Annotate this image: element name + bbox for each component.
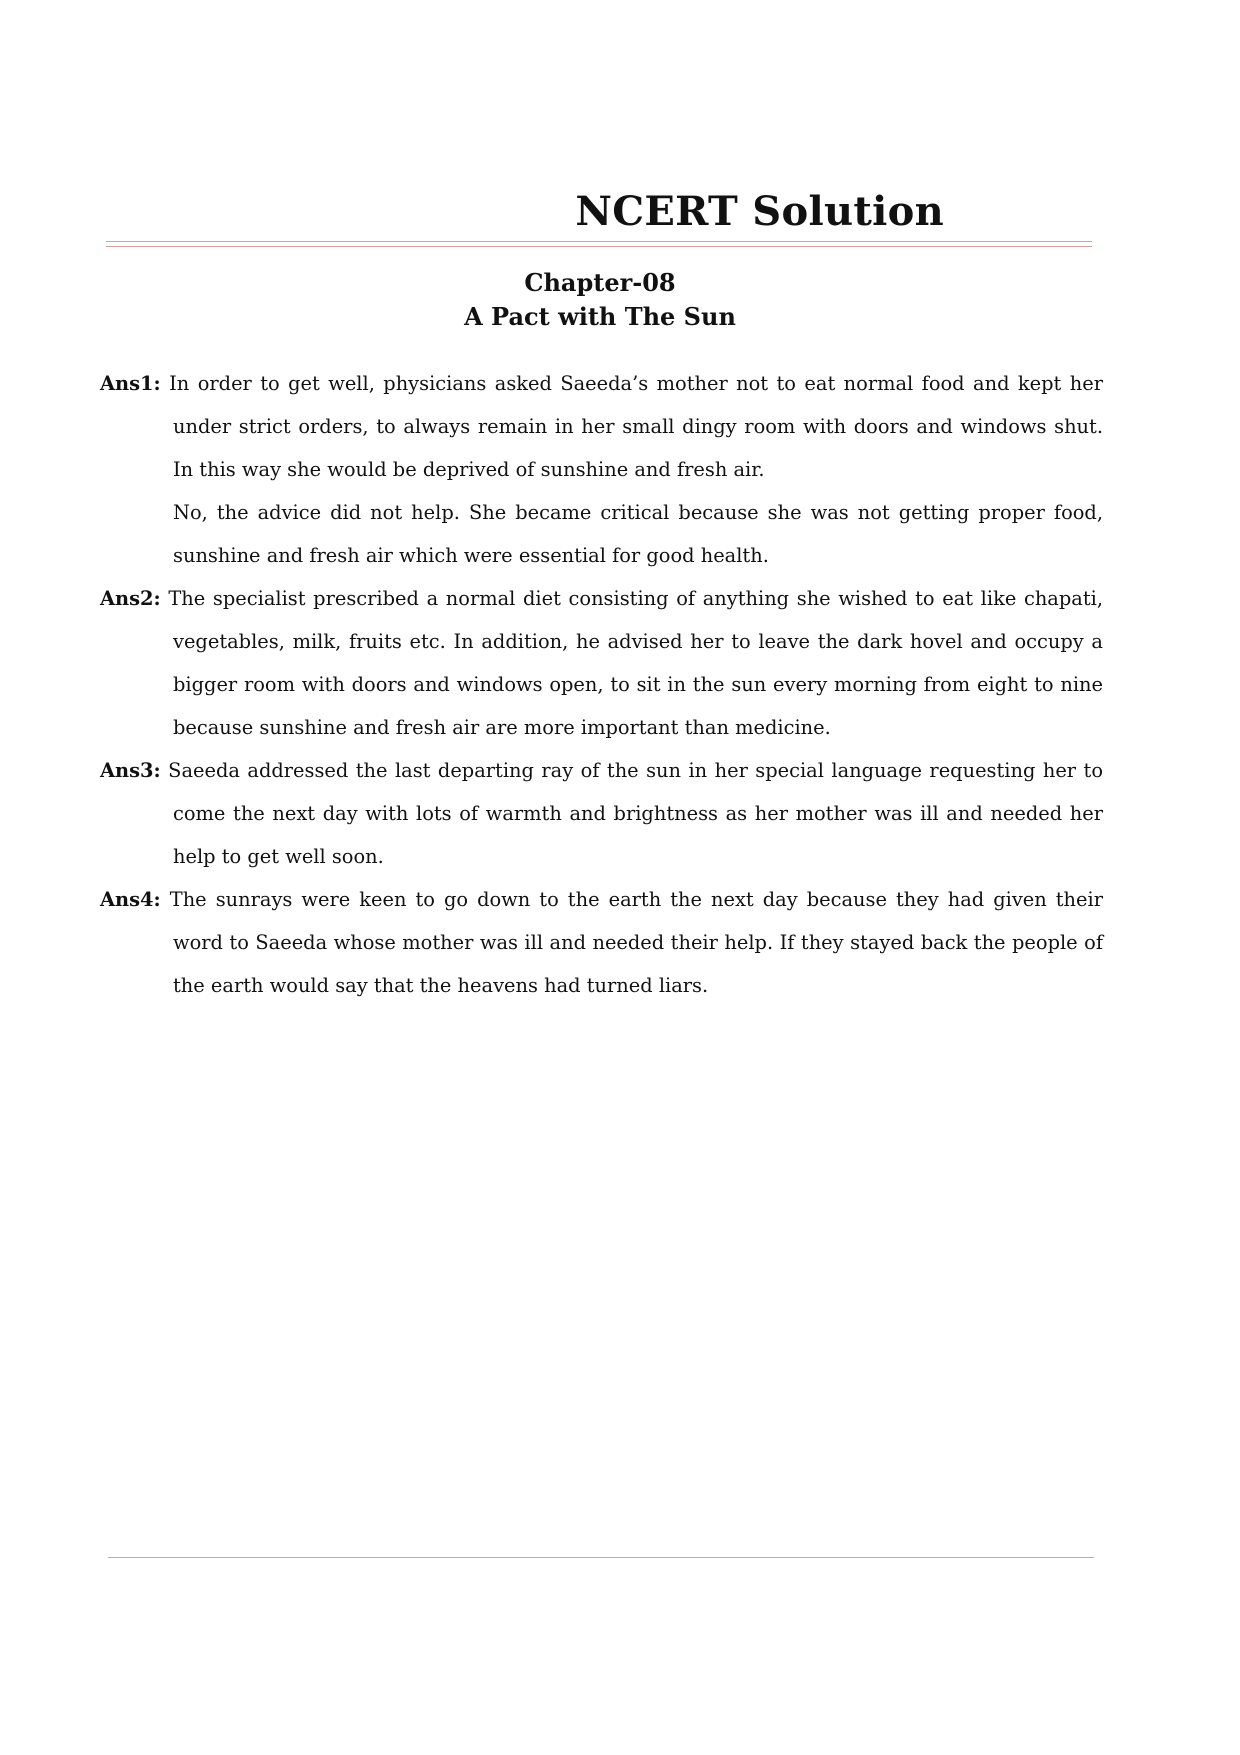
answer-1-continuation: No, the advice did not help. She became critical because she was not getting proper food, sunshine and fresh air which were essential for good health.: [173, 501, 1103, 567]
chapter-number: Chapter-08: [524, 268, 676, 297]
answer-3: [100, 749, 1103, 878]
answer-text: The specialist prescribed a normal diet consisting of anything she wished to eat like chapati, vegetables, milk, fruits etc. In addition, he advised her to leave the dark hovel and occupy a bigger room with doors and windows open, to sit in the sun every morning from eight to nine because sunshine and fresh air are more important than medicine.: [168, 587, 1103, 739]
answer-text: In order to get well, physicians asked Saeeda’s mother not to eat normal food and kept her under strict orders, to always remain in her small dingy room with doors and windows shut. In this way she would be deprived of sunshine and fresh air.: [169, 372, 1103, 481]
answer-label: Ans3:: [100, 759, 161, 782]
chapter-title: A Pact with The Sun: [464, 302, 736, 331]
answer-1: [100, 362, 1103, 491]
header-divider-lower: [106, 246, 1092, 247]
answer-label: Ans1:: [100, 372, 161, 395]
answer-text: Saeeda addressed the last departing ray of the sun in her special language requesting her to come the next day with lots of warmth and brightness as her mother was ill and needed her help to get well soon.: [168, 759, 1103, 868]
chapter-heading: [0, 266, 1200, 334]
header-divider-upper: [106, 241, 1092, 242]
answer-label: Ans2:: [100, 587, 161, 610]
footer-divider: [108, 1557, 1094, 1558]
answers-list: [100, 362, 1103, 1007]
answer-label: Ans4:: [100, 888, 161, 911]
answer-text: The sunrays were keen to go down to the earth the next day because they had given their word to Saeeda whose mother was ill and needed their help. If they stayed back the people of the earth would say that the heavens had turned liars.: [169, 888, 1103, 997]
answer-2: [100, 577, 1103, 749]
page-header-title: NCERT Solution: [575, 188, 944, 235]
answer-4: [100, 878, 1103, 1007]
